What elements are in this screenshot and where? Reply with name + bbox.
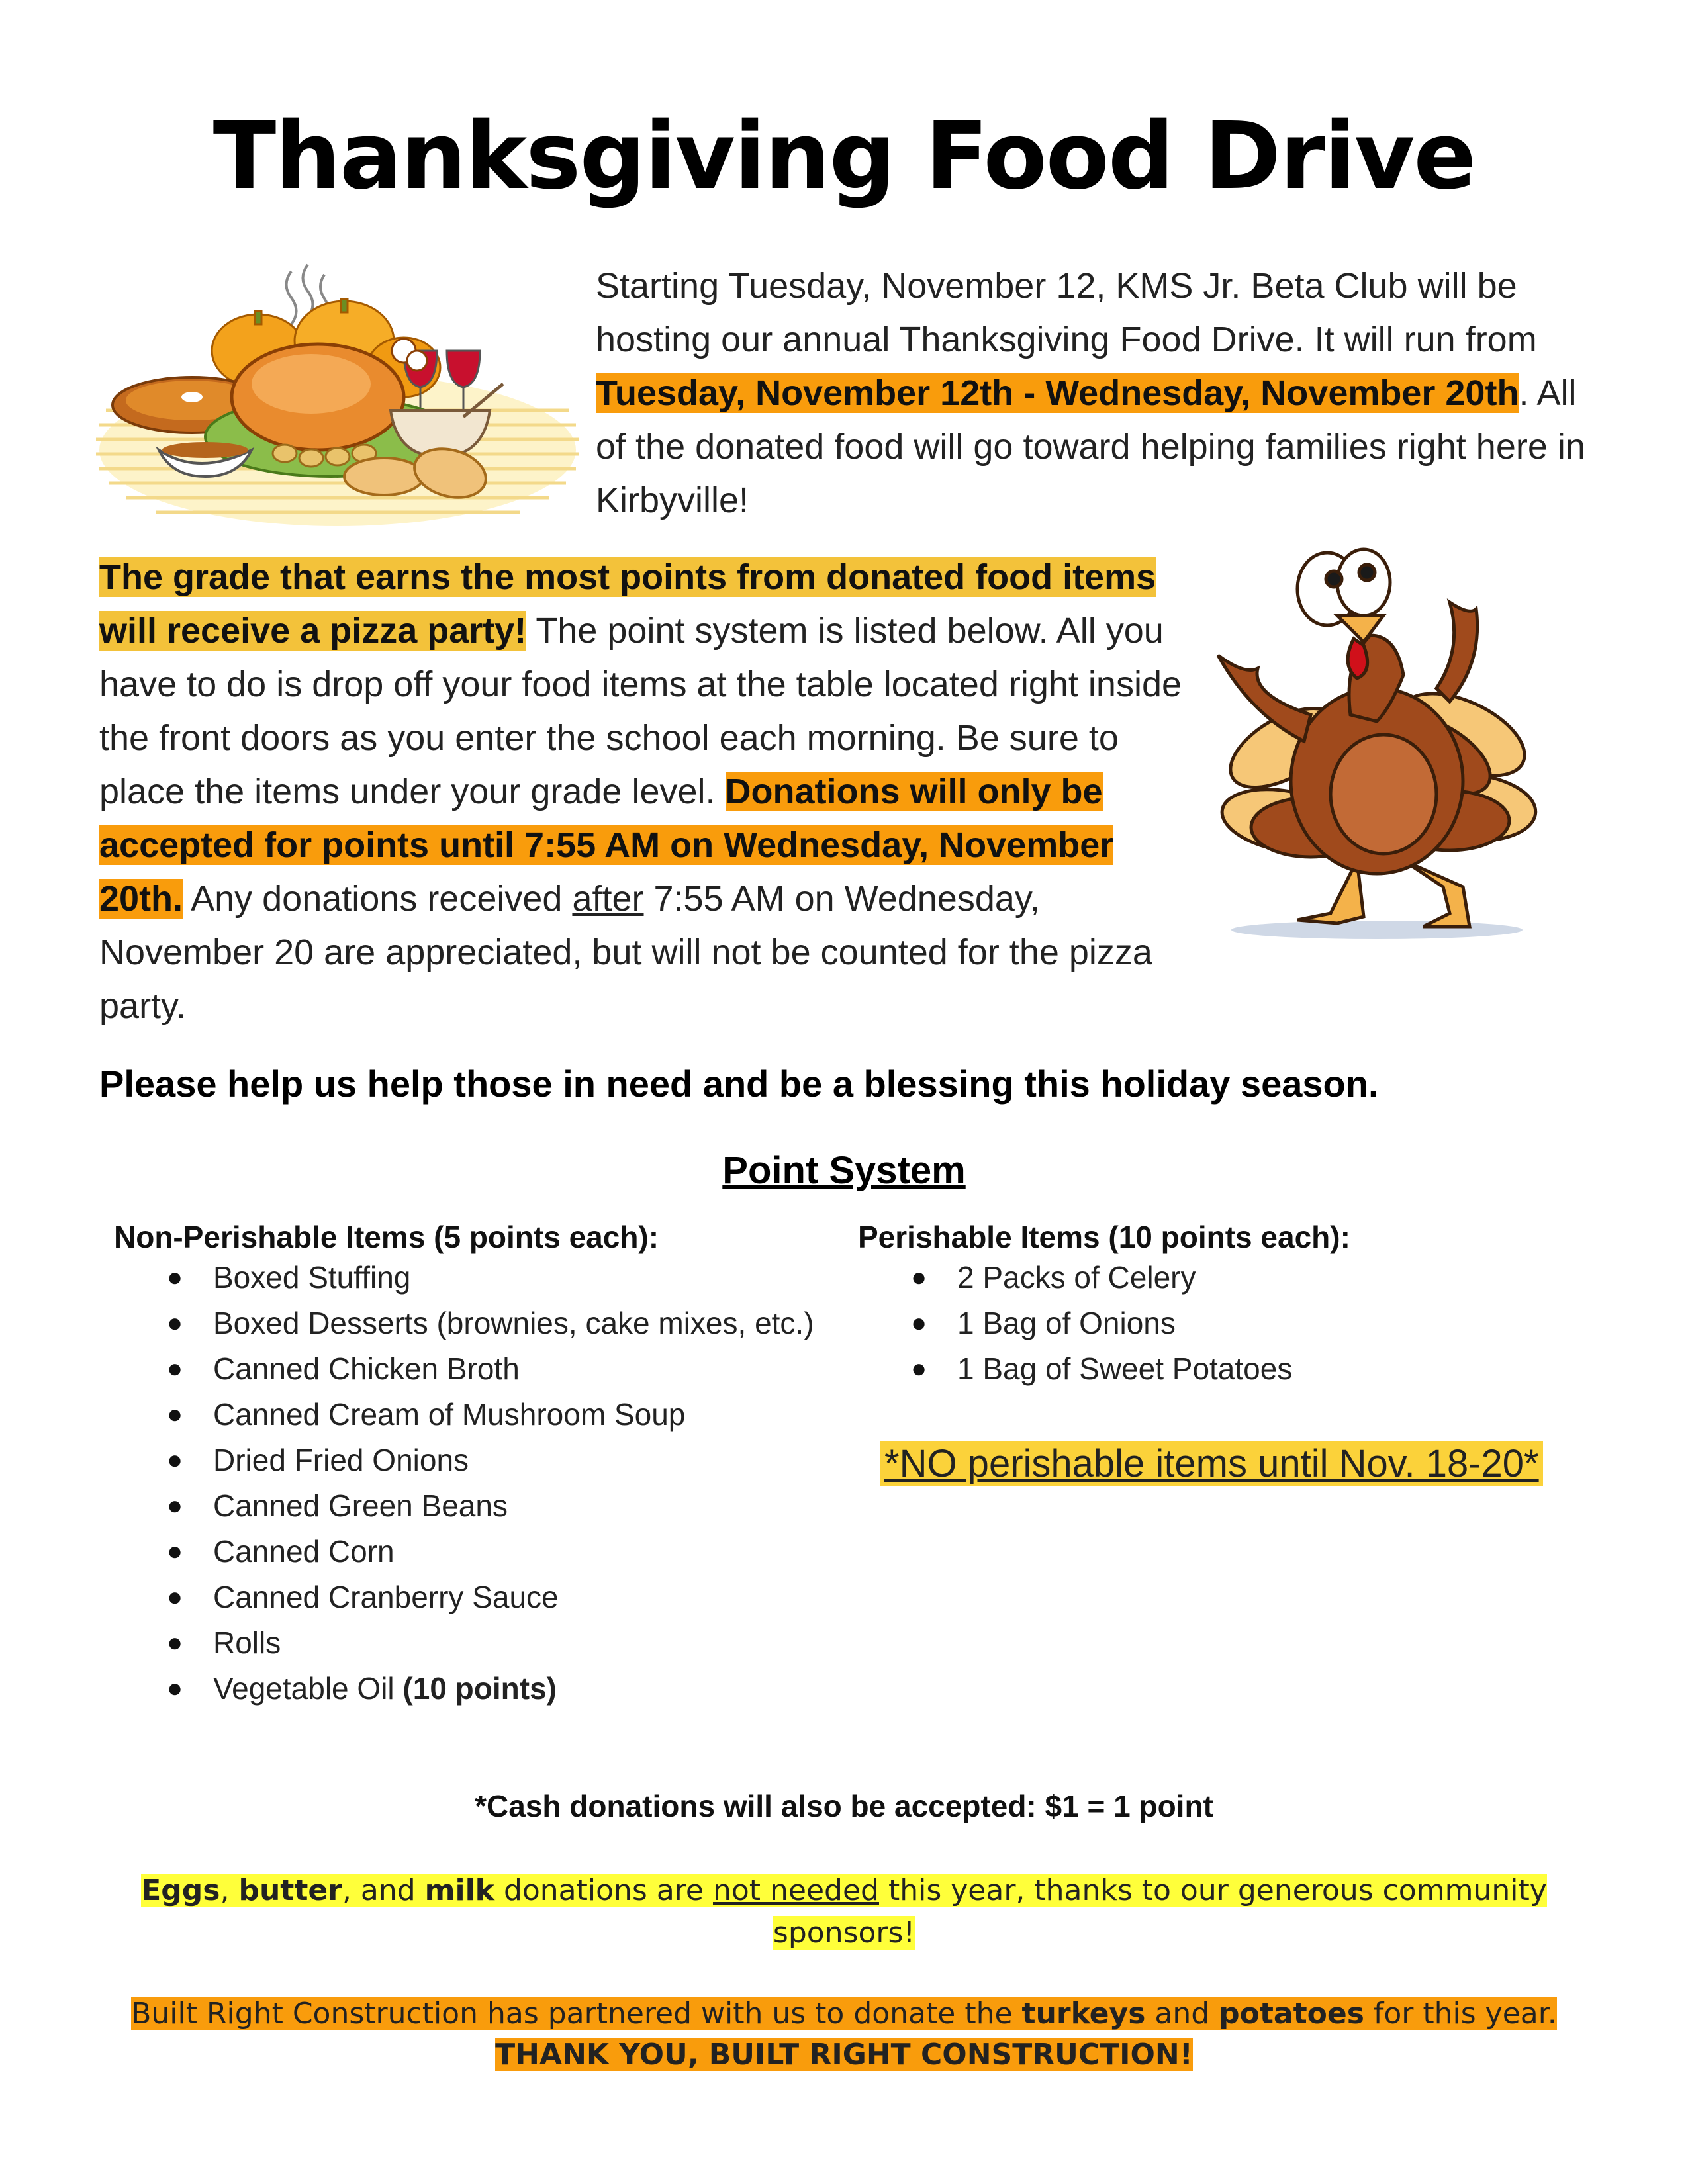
bullet-icon: ● xyxy=(167,1537,183,1566)
built-right-note xyxy=(106,1993,1582,2075)
list-item xyxy=(114,1574,829,1620)
list-item xyxy=(858,1346,1573,1392)
built-right-text-2: and xyxy=(1145,1997,1219,2030)
list-item xyxy=(114,1666,829,1711)
bullet-icon: ● xyxy=(167,1354,183,1383)
bullet-icon: ● xyxy=(167,1400,183,1429)
built-right-text-1: Built Right Construction has partnered with us to donate the xyxy=(131,1997,1022,2030)
blessing-statement: Please help us help those in need and be a blessing this holiday season. xyxy=(99,1063,1379,1105)
bullet-icon: ● xyxy=(911,1308,927,1338)
details-text-2: Any donations received xyxy=(183,879,573,919)
list-item xyxy=(114,1529,829,1574)
sponsor-text-1: , xyxy=(220,1874,239,1907)
turkeys-word: turkeys xyxy=(1021,1997,1146,2030)
bullet-icon: ● xyxy=(167,1628,183,1657)
list-item-label: Canned Chicken Broth xyxy=(213,1351,520,1386)
list-item xyxy=(858,1255,1573,1300)
perishable-column xyxy=(858,1219,1573,1392)
list-item-label: Boxed Desserts (brownies, cake mixes, etc.) xyxy=(213,1306,814,1340)
feast-illustration xyxy=(93,251,583,536)
list-item-label: 1 Bag of Onions xyxy=(957,1306,1176,1340)
after-underline: after xyxy=(572,879,644,919)
list-item-points: (10 points) xyxy=(402,1671,557,1706)
list-item-label: Rolls xyxy=(213,1625,281,1660)
list-item-label: 1 Bag of Sweet Potatoes xyxy=(957,1351,1293,1386)
sponsor-text-3: donations are xyxy=(494,1874,713,1907)
sponsor-text-2: , and xyxy=(342,1874,425,1907)
intro-paragraph xyxy=(596,259,1602,527)
turkey-head xyxy=(1297,549,1403,721)
pizza-party-highlight: The grade that earns the most points from donated food items will receive a pizza party! xyxy=(99,557,1156,651)
non-perishable-column xyxy=(114,1219,829,1711)
list-item xyxy=(114,1483,829,1529)
details-text-3: 7:55 AM on Wednesday, November 20 are appreciated, but will not be counted for the pizza party. xyxy=(99,879,1152,1026)
list-item-label: 2 Packs of Celery xyxy=(957,1260,1196,1295)
list-item xyxy=(114,1437,829,1483)
bullet-icon: ● xyxy=(167,1582,183,1612)
sponsor-text-4: this year, thanks to our generous community sponsors! xyxy=(773,1874,1547,1950)
perishable-list xyxy=(858,1255,1573,1392)
milk-word: milk xyxy=(424,1874,494,1907)
intro-date-highlight: Tuesday, November 12th - Wednesday, November 20th xyxy=(596,373,1519,413)
list-item xyxy=(114,1255,829,1300)
page-title: Thanksgiving Food Drive xyxy=(212,103,1476,210)
bullet-icon: ● xyxy=(911,1263,927,1292)
list-item xyxy=(114,1392,829,1437)
list-item-label: Dried Fried Onions xyxy=(213,1443,469,1477)
bullet-icon: ● xyxy=(167,1445,183,1475)
built-right-text-3: for this year. xyxy=(1364,1997,1557,2030)
thank-you-line: THANK YOU, BUILT RIGHT CONSTRUCTION! xyxy=(495,2038,1193,2071)
intro-text-end: . All of the donated food will go toward helping families right here in Kirbyville! xyxy=(596,373,1585,520)
list-item-label: Canned Corn xyxy=(213,1534,395,1569)
bullet-icon: ● xyxy=(167,1308,183,1338)
list-item-label: Canned Cream of Mushroom Soup xyxy=(213,1397,686,1432)
not-needed-underline: not needed xyxy=(712,1874,879,1907)
butter-word: butter xyxy=(238,1874,342,1907)
perishable-heading: Perishable Items (10 points each): xyxy=(858,1220,1350,1254)
list-item xyxy=(114,1346,829,1392)
list-item xyxy=(114,1300,829,1346)
list-item xyxy=(114,1620,829,1666)
non-perishable-list xyxy=(114,1255,829,1711)
eggs-word: Eggs xyxy=(141,1874,220,1907)
point-system-title: Point System xyxy=(722,1149,966,1192)
sponsor-note xyxy=(113,1870,1575,1954)
turkey-illustration xyxy=(1185,529,1569,946)
non-perishable-heading: Non-Perishable Items (5 points each): xyxy=(114,1220,659,1254)
list-item-label: Vegetable Oil xyxy=(213,1671,403,1706)
list-item xyxy=(858,1300,1573,1346)
perishable-note: *NO perishable items until Nov. 18-20* xyxy=(880,1441,1543,1486)
bullet-icon: ● xyxy=(167,1674,183,1703)
details-paragraph xyxy=(99,551,1185,1033)
potatoes-word: potatoes xyxy=(1219,1997,1364,2030)
bullet-icon: ● xyxy=(167,1263,183,1292)
cash-donation-note: *Cash donations will also be accepted: $1 = 1 point xyxy=(475,1789,1213,1823)
deadline-highlight: Donations will only be accepted for points until 7:55 AM on Wednesday, November 20th. xyxy=(99,772,1114,919)
bullet-icon: ● xyxy=(911,1354,927,1383)
list-item-label: Canned Cranberry Sauce xyxy=(213,1580,559,1614)
list-item-label: Boxed Stuffing xyxy=(213,1260,411,1295)
bullet-icon: ● xyxy=(167,1491,183,1520)
intro-text-start: Starting Tuesday, November 12, KMS Jr. Beta Club will be hosting our annual Thanksgiving Food Drive. It will run from xyxy=(596,266,1537,359)
details-text-1: The point system is listed below. All you have to do is drop off your food items at the table located right inside the front doors as you enter the school each morning. Be sure to place the items under your grade level. xyxy=(99,611,1182,811)
list-item-label: Canned Green Beans xyxy=(213,1488,508,1523)
